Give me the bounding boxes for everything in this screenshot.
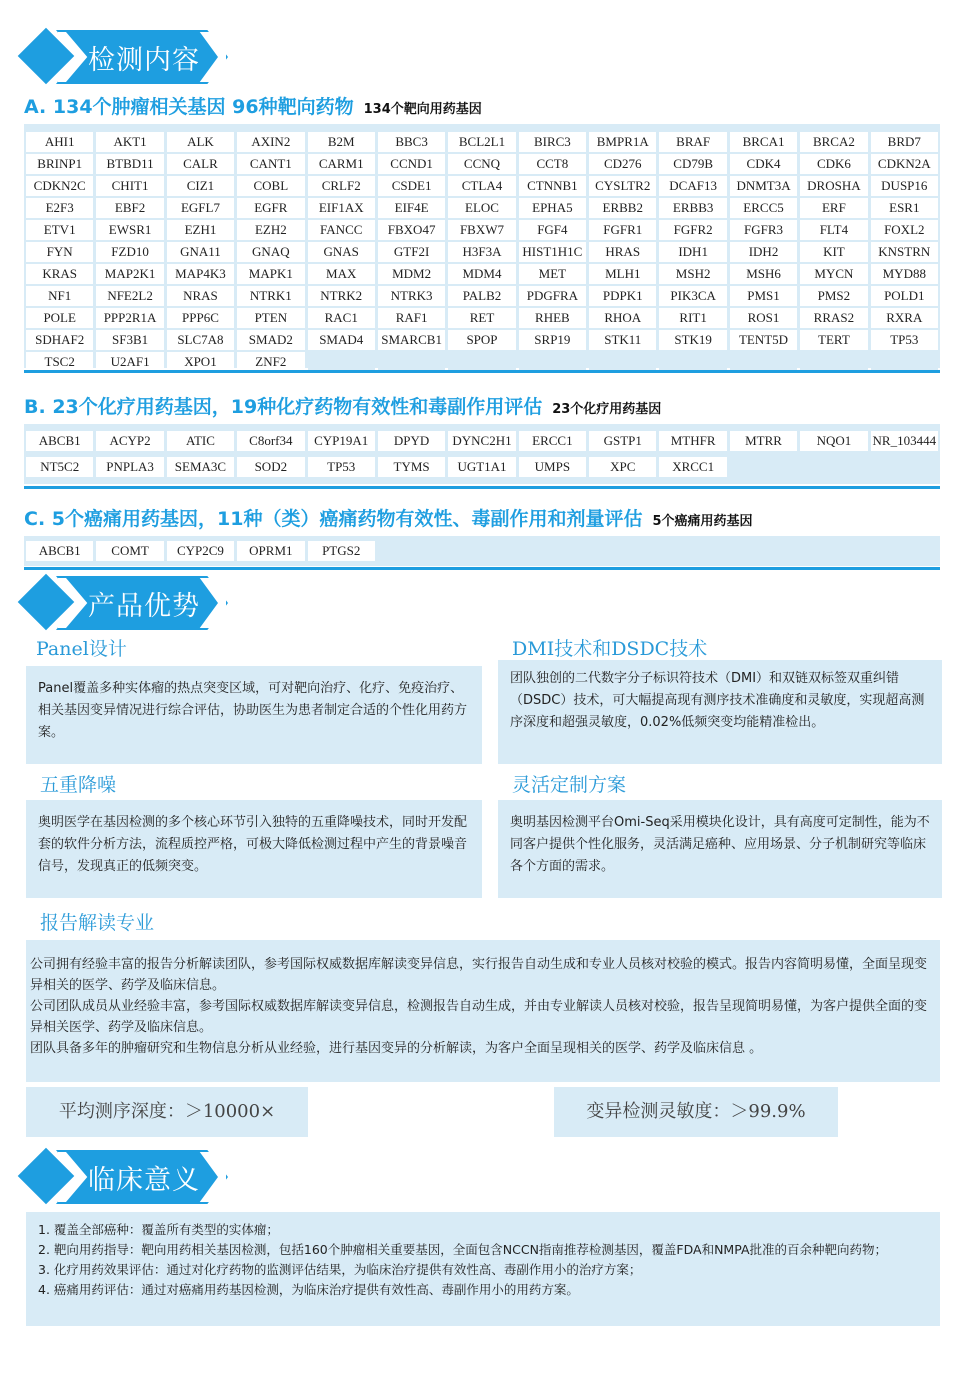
gene-cell: MSH2 — [659, 264, 726, 284]
gene-cell: TP53 — [308, 457, 375, 477]
gene-cell: PMS2 — [800, 286, 867, 306]
divider — [24, 567, 940, 570]
stat-depth: 平均测序深度：＞10000× — [26, 1087, 308, 1137]
gene-cell-empty — [730, 352, 797, 372]
gene-cell: TENT5D — [730, 330, 797, 350]
gene-cell: CCNQ — [448, 154, 515, 174]
adv-flexible-box — [498, 800, 942, 898]
gene-cell: XPO1 — [167, 352, 234, 372]
gene-cell: GSTP1 — [589, 431, 656, 451]
gene-cell: SPOP — [448, 330, 515, 350]
part-c-heading — [24, 504, 753, 531]
gene-cell: UMPS — [519, 457, 586, 477]
gene-cell: KNSTRN — [871, 242, 938, 262]
gene-cell: NTRK2 — [308, 286, 375, 306]
adv-flexible-title: 灵活定制方案 — [512, 774, 627, 796]
gene-cell: MET — [519, 264, 586, 284]
gene-cell: EIF4E — [378, 198, 445, 218]
gene-cell: PTGS2 — [308, 541, 375, 561]
gene-cell-empty — [659, 541, 726, 561]
gene-grid-c — [26, 541, 938, 561]
gene-cell: SMARCB1 — [378, 330, 445, 350]
gene-cell: KIT — [800, 242, 867, 262]
gene-cell: PDGFRA — [519, 286, 586, 306]
section-banner-detect — [24, 30, 234, 86]
gene-cell: EIF1AX — [308, 198, 375, 218]
gene-cell: DNMT3A — [730, 176, 797, 196]
gene-cell: ETV1 — [26, 220, 93, 240]
gene-cell: NFE2L2 — [96, 286, 163, 306]
gene-cell: COBL — [237, 176, 304, 196]
gene-cell: ESR1 — [871, 198, 938, 218]
gene-cell: BRAF — [659, 132, 726, 152]
gene-cell: NT5C2 — [26, 457, 93, 477]
gene-cell: PIK3CA — [659, 286, 726, 306]
gene-cell: RXRA — [871, 308, 938, 328]
gene-cell: GTF2I — [378, 242, 445, 262]
gene-cell: TSC2 — [26, 352, 93, 372]
adv-denoise-text: 奥明医学在基因检测的多个核心环节引入独特的五重降噪技术，同时开发配套的软件分析方法，流程质控严格，可极大降低检测过程中产生的背景噪音信号，发现真正的低频突变。 — [38, 815, 468, 874]
gene-cell: HIST1H1C — [519, 242, 586, 262]
adv-panel-box — [26, 666, 482, 764]
clinical-item: 1. 覆盖全部癌种：覆盖所有类型的实体瘤； — [38, 1222, 279, 1237]
part-c-title: C. 5个癌痛用药基因，11种（类）癌痛药物有效性、毒副作用和剂量评估 — [24, 508, 643, 530]
gene-cell: PDPK1 — [589, 286, 656, 306]
part-a-title: A. 134个肿瘤相关基因 96种靶向药物 — [24, 96, 354, 118]
gene-cell: EZH1 — [167, 220, 234, 240]
part-a-heading — [24, 92, 482, 119]
gene-cell: KRAS — [26, 264, 93, 284]
gene-cell: DUSP16 — [871, 176, 938, 196]
adv-report-line: 公司团队成员从业经验丰富，参考国际权威数据库解读变异信息，检测报告自动生成，并由专业解读人员核对校验，报告呈现简明易懂，为客户提供全面的变异相关医学、药学及临床信息。 — [30, 999, 928, 1035]
gene-cell: RRAS2 — [800, 308, 867, 328]
gene-cell: MAP4K3 — [167, 264, 234, 284]
gene-cell: FGFR3 — [730, 220, 797, 240]
clinical-item: 2. 靶向用药指导：靶向用药相关基因检测，包括160个肿瘤相关重要基因，全面包含NCCN指南推荐检测基因，覆盖FDA和NMPA批准的百余种靶向药物； — [38, 1242, 887, 1257]
gene-cell: CTNNB1 — [519, 176, 586, 196]
clinical-item: 4. 癌痛用药评估：通过对癌痛用药基因检测，为临床治疗提供有效性高、毒副作用小的用药方案。 — [38, 1282, 579, 1297]
gene-cell: EGFL7 — [167, 198, 234, 218]
gene-cell: SMAD2 — [237, 330, 304, 350]
gene-cell: TERT — [800, 330, 867, 350]
gene-cell: BMPR1A — [589, 132, 656, 152]
gene-cell: ATIC — [167, 431, 234, 451]
gene-cell: CDK6 — [800, 154, 867, 174]
gene-cell: NTRK1 — [237, 286, 304, 306]
gene-cell-empty — [730, 457, 797, 477]
gene-cell: FYN — [26, 242, 93, 262]
gene-cell: B2M — [308, 132, 375, 152]
gene-cell: GNAQ — [237, 242, 304, 262]
gene-cell: AKT1 — [96, 132, 163, 152]
adv-dmi-text: 团队独创的二代数字分子标识符技术（DMI）和双链双标签双重纠错（DSDC）技术，可大幅提高现有测序技术准确度和灵敏度，实现超高测序深度和超强灵敏度，0.02%低频突变均能精准检出。 — [510, 671, 925, 730]
gene-cell: RET — [448, 308, 515, 328]
gene-cell: PTEN — [237, 308, 304, 328]
gene-cell: GNAS — [308, 242, 375, 262]
gene-grid-b — [26, 431, 938, 477]
gene-cell: CHIT1 — [96, 176, 163, 196]
gene-cell: FGFR2 — [659, 220, 726, 240]
gene-cell: NQO1 — [800, 431, 867, 451]
gene-cell: HRAS — [589, 242, 656, 262]
adv-denoise-box — [26, 800, 482, 898]
gene-cell-empty — [448, 352, 515, 372]
section-title: 检测内容 — [88, 45, 200, 76]
gene-cell: FOXL2 — [871, 220, 938, 240]
gene-cell: CYP19A1 — [308, 431, 375, 451]
gene-cell: FBXO47 — [378, 220, 445, 240]
gene-cell: RHOA — [589, 308, 656, 328]
gene-cell: EBF2 — [96, 198, 163, 218]
gene-cell: DPYD — [378, 431, 445, 451]
stat-sensitivity: 变异检测灵敏度：＞99.9% — [554, 1087, 838, 1137]
gene-cell: FBXW7 — [448, 220, 515, 240]
adv-report-line: 公司拥有经验丰富的报告分析解读团队，参考国际权威数据库解读变异信息，实行报告自动生成和专业人员核对校验的模式。报告内容简明易懂，全面呈现变异相关的医学、药学及临床信息。 — [30, 957, 928, 993]
gene-cell: XRCC1 — [659, 457, 726, 477]
section-title: 临床意义 — [88, 1165, 200, 1196]
gene-cell: ABCB1 — [26, 431, 93, 451]
gene-cell-empty — [519, 352, 586, 372]
gene-cell: ERCC1 — [519, 431, 586, 451]
part-a-note: 134个靶向用药基因 — [363, 102, 482, 117]
gene-cell: ROS1 — [730, 308, 797, 328]
gene-cell-empty — [871, 352, 938, 372]
gene-cell-empty — [589, 352, 656, 372]
gene-cell: BRD7 — [871, 132, 938, 152]
gene-cell: ACYP2 — [96, 431, 163, 451]
part-b-note: 23个化疗用药基因 — [552, 402, 662, 417]
gene-cell: PMS1 — [730, 286, 797, 306]
gene-cell: NTRK3 — [378, 286, 445, 306]
gene-cell: EWSR1 — [96, 220, 163, 240]
gene-cell-empty — [308, 352, 375, 372]
gene-cell-empty — [448, 541, 515, 561]
gene-cell: RHEB — [519, 308, 586, 328]
gene-cell: DYNC2H1 — [448, 431, 515, 451]
gene-cell: PPP6C — [167, 308, 234, 328]
gene-cell: ELOC — [448, 198, 515, 218]
clinical-item: 3. 化疗用药效果评估：通过对化疗药物的监测评估结果，为临床治疗提供有效性高、毒副作用小的治疗方案； — [38, 1262, 642, 1277]
gene-cell: UGT1A1 — [448, 457, 515, 477]
gene-cell-empty — [659, 352, 726, 372]
gene-cell: RAC1 — [308, 308, 375, 328]
gene-cell-empty — [871, 541, 938, 561]
gene-cell-empty — [730, 541, 797, 561]
gene-cell: CD79B — [659, 154, 726, 174]
adv-denoise-title: 五重降噪 — [40, 774, 117, 796]
gene-cell: CDKN2A — [871, 154, 938, 174]
gene-cell: COMT — [96, 541, 163, 561]
gene-cell: RIT1 — [659, 308, 726, 328]
gene-cell: STK19 — [659, 330, 726, 350]
adv-panel-text: Panel覆盖多种实体瘤的热点突变区域，可对靶向治疗、化疗、免疫治疗、相关基因变异情况进行综合评估，协助医生为患者制定合适的个性化用药方案。 — [38, 681, 468, 740]
gene-cell: MLH1 — [589, 264, 656, 284]
gene-cell: MDM2 — [378, 264, 445, 284]
gene-cell: ALK — [167, 132, 234, 152]
gene-cell: FGFR1 — [589, 220, 656, 240]
part-b-title: B. 23个化疗用药基因，19种化疗药物有效性和毒副作用评估 — [24, 396, 543, 418]
gene-cell: CALR — [167, 154, 234, 174]
gene-cell: SMAD4 — [308, 330, 375, 350]
gene-cell: MDM4 — [448, 264, 515, 284]
gene-cell: NR_103444 — [871, 431, 938, 451]
gene-cell: TYMS — [378, 457, 445, 477]
gene-cell: CTLA4 — [448, 176, 515, 196]
adv-dmi-title: DMI技术和DSDC技术 — [512, 638, 708, 660]
gene-cell: NF1 — [26, 286, 93, 306]
gene-cell-empty — [800, 352, 867, 372]
gene-cell: TP53 — [871, 330, 938, 350]
gene-cell: PALB2 — [448, 286, 515, 306]
gene-cell: STK11 — [589, 330, 656, 350]
gene-cell: CARM1 — [308, 154, 375, 174]
gene-cell: SLC7A8 — [167, 330, 234, 350]
gene-cell-empty — [519, 541, 586, 561]
clinical-box — [26, 1212, 940, 1326]
gene-cell: SOD2 — [237, 457, 304, 477]
gene-cell: ERCC5 — [730, 198, 797, 218]
adv-dmi-box — [498, 660, 942, 764]
gene-cell: CCT8 — [519, 154, 586, 174]
gene-cell: POLE — [26, 308, 93, 328]
part-b-heading — [24, 392, 661, 419]
gene-cell: MSH6 — [730, 264, 797, 284]
gene-cell: SF3B1 — [96, 330, 163, 350]
gene-cell: DROSHA — [800, 176, 867, 196]
gene-cell: BRCA2 — [800, 132, 867, 152]
gene-cell: MAP2K1 — [96, 264, 163, 284]
gene-cell: FZD10 — [96, 242, 163, 262]
gene-cell: SRP19 — [519, 330, 586, 350]
gene-cell: BIRC3 — [519, 132, 586, 152]
section-title: 产品优势 — [88, 591, 200, 622]
adv-report-line: 团队具备多年的肿瘤研究和生物信息分析从业经验，进行基因变异的分析解读，为客户全面呈现相关的医学、药学及临床信息 。 — [30, 1041, 763, 1056]
gene-cell: SDHAF2 — [26, 330, 93, 350]
gene-cell: ERBB3 — [659, 198, 726, 218]
gene-cell: XPC — [589, 457, 656, 477]
gene-cell: BBC3 — [378, 132, 445, 152]
gene-cell-empty — [378, 541, 445, 561]
gene-cell: OPRM1 — [237, 541, 304, 561]
gene-cell: CRLF2 — [308, 176, 375, 196]
gene-cell: MYCN — [800, 264, 867, 284]
gene-cell: MAX — [308, 264, 375, 284]
gene-cell: E2F3 — [26, 198, 93, 218]
gene-cell-empty — [800, 541, 867, 561]
gene-cell: AHI1 — [26, 132, 93, 152]
gene-cell: EGFR — [237, 198, 304, 218]
adv-report-title: 报告解读专业 — [40, 912, 155, 934]
gene-cell: C8orf34 — [237, 431, 304, 451]
gene-cell: GNA11 — [167, 242, 234, 262]
gene-cell: EZH2 — [237, 220, 304, 240]
gene-cell: BRINP1 — [26, 154, 93, 174]
gene-cell: FGF4 — [519, 220, 586, 240]
gene-cell: ABCB1 — [26, 541, 93, 561]
gene-cell-empty — [589, 541, 656, 561]
gene-cell: EPHA5 — [519, 198, 586, 218]
gene-cell: IDH2 — [730, 242, 797, 262]
gene-cell: FANCC — [308, 220, 375, 240]
gene-cell: H3F3A — [448, 242, 515, 262]
gene-cell: ERF — [800, 198, 867, 218]
adv-panel-title: Panel设计 — [36, 638, 127, 660]
gene-cell: PNPLA3 — [96, 457, 163, 477]
gene-cell-empty — [871, 457, 938, 477]
gene-cell: CANT1 — [237, 154, 304, 174]
gene-cell: POLD1 — [871, 286, 938, 306]
gene-cell: CSDE1 — [378, 176, 445, 196]
gene-cell: NRAS — [167, 286, 234, 306]
gene-cell: IDH1 — [659, 242, 726, 262]
gene-cell: CIZ1 — [167, 176, 234, 196]
gene-cell: CYSLTR2 — [589, 176, 656, 196]
gene-cell: MYD88 — [871, 264, 938, 284]
gene-cell: CCND1 — [378, 154, 445, 174]
gene-cell: ZNF2 — [237, 352, 304, 372]
section-banner-clinical — [24, 1150, 234, 1206]
gene-cell-empty — [800, 457, 867, 477]
gene-cell: CDK4 — [730, 154, 797, 174]
part-c-note: 5个癌痛用药基因 — [652, 514, 753, 529]
adv-report-box — [26, 940, 940, 1082]
gene-cell: PPP2R1A — [96, 308, 163, 328]
adv-flexible-text: 奥明基因检测平台Omi-Seq采用模块化设计，具有高度可定制性，能为不同客户提供个性化服务，灵活满足癌种、应用场景、分子机制研究等临床各个方面的需求。 — [510, 815, 930, 874]
gene-cell: SEMA3C — [167, 457, 234, 477]
divider — [24, 370, 940, 373]
gene-cell: U2AF1 — [96, 352, 163, 372]
gene-cell: BRCA1 — [730, 132, 797, 152]
gene-cell: AXIN2 — [237, 132, 304, 152]
gene-cell: MTRR — [730, 431, 797, 451]
section-banner-advantage — [24, 576, 234, 632]
gene-cell: FLT4 — [800, 220, 867, 240]
gene-cell: RAF1 — [378, 308, 445, 328]
gene-cell: CDKN2C — [26, 176, 93, 196]
gene-cell: MTHFR — [659, 431, 726, 451]
gene-cell: BCL2L1 — [448, 132, 515, 152]
gene-cell: MAPK1 — [237, 264, 304, 284]
gene-cell: BTBD11 — [96, 154, 163, 174]
gene-grid-a — [26, 132, 938, 372]
gene-cell: CD276 — [589, 154, 656, 174]
divider — [24, 486, 940, 489]
gene-cell-empty — [378, 352, 445, 372]
gene-cell: CYP2C9 — [167, 541, 234, 561]
gene-cell: DCAF13 — [659, 176, 726, 196]
gene-cell: ERBB2 — [589, 198, 656, 218]
